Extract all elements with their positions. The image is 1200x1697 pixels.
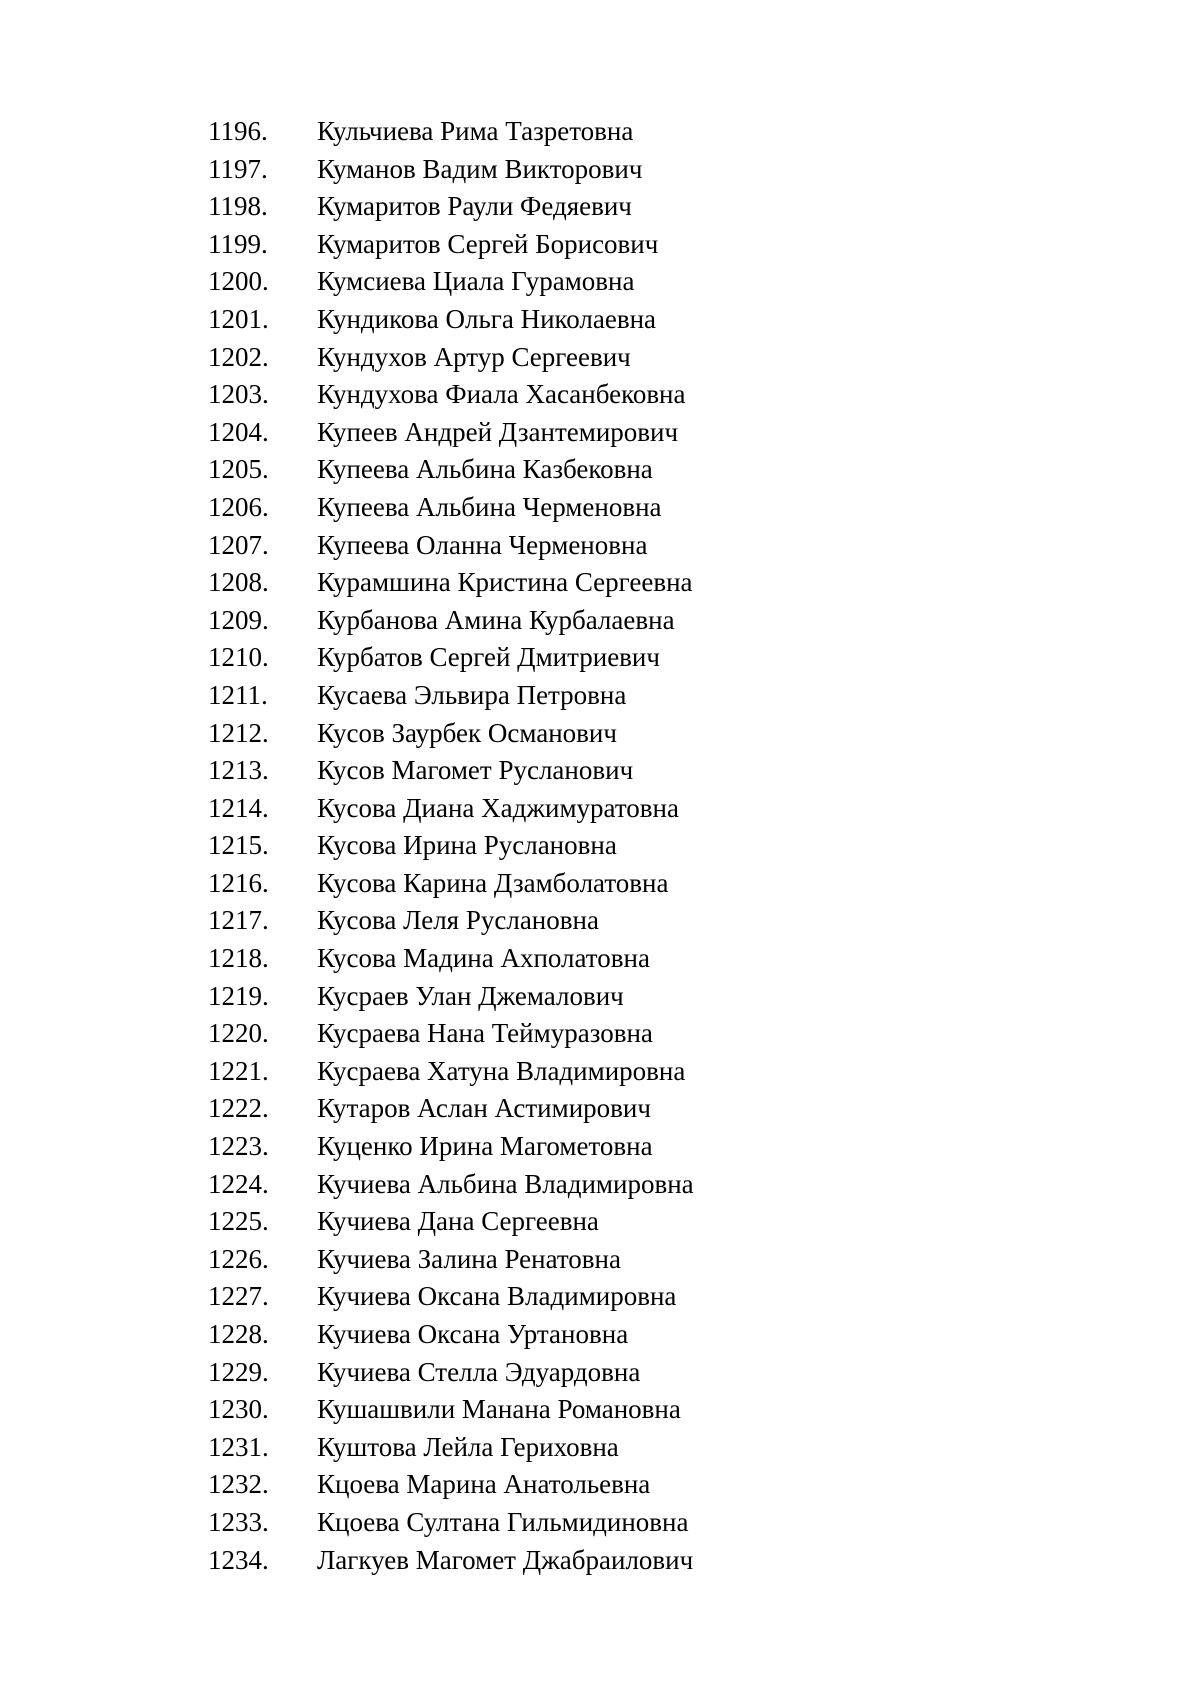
list-item xyxy=(208,113,694,151)
entry-name: Курбатов Сергей Дмитриевич xyxy=(317,642,660,673)
entry-name: Кцоева Султана Гильмидиновна xyxy=(317,1506,689,1537)
list-item xyxy=(208,790,694,828)
list-item xyxy=(208,1015,694,1053)
entry-name: Лагкуев Магомет Джабраилович xyxy=(317,1544,694,1575)
entry-name: Кусраева Хатуна Владимировна xyxy=(317,1055,686,1086)
entry-number: 1197. xyxy=(208,153,268,184)
entry-name: Кусраева Нана Теймуразовна xyxy=(317,1018,653,1049)
entry-number: 1210. xyxy=(208,642,269,673)
list-item xyxy=(208,1128,694,1166)
entry-number: 1199. xyxy=(208,228,268,259)
list-item xyxy=(208,1466,694,1504)
entry-name: Кумаритов Раули Федяевич xyxy=(317,191,632,222)
entry-number: 1204. xyxy=(208,416,269,447)
entry-number: 1203. xyxy=(208,379,269,410)
entry-number: 1202. xyxy=(208,341,269,372)
entry-number: 1222. xyxy=(208,1093,269,1124)
entry-number: 1233. xyxy=(208,1506,269,1537)
list-item xyxy=(208,677,694,715)
entry-number: 1215. xyxy=(208,830,269,861)
list-item xyxy=(208,1203,694,1241)
entry-number: 1211. xyxy=(208,679,268,710)
list-item xyxy=(208,414,694,452)
entry-name: Кучиева Стелла Эдуардовна xyxy=(317,1356,641,1387)
list-item xyxy=(208,902,694,940)
entry-number: 1213. xyxy=(208,755,269,786)
list-item xyxy=(208,151,694,189)
list-item xyxy=(208,1354,694,1392)
entry-name: Кундухова Фиала Хасанбековна xyxy=(317,379,686,410)
entry-number: 1221. xyxy=(208,1055,269,1086)
entry-name: Куштова Лейла Гериховна xyxy=(317,1431,619,1462)
list-item xyxy=(208,715,694,753)
entry-number: 1228. xyxy=(208,1319,269,1349)
entry-name: Кучиева Залина Ренатовна xyxy=(317,1243,621,1274)
entry-number: 1219. xyxy=(208,980,269,1011)
entry-name: Кумаритов Сергей Борисович xyxy=(317,228,659,259)
entry-name: Кусова Диана Хаджимуратовна xyxy=(317,792,679,823)
entry-name: Кцоева Марина Анатольевна xyxy=(317,1469,651,1500)
entry-name: Кульчиева Рима Тазретовна xyxy=(317,116,634,146)
entry-number: 1212. xyxy=(208,717,269,748)
entry-number: 1229. xyxy=(208,1356,269,1387)
entry-number: 1208. xyxy=(208,567,269,598)
entry-number: 1225. xyxy=(208,1206,269,1237)
list-item xyxy=(208,639,694,677)
list-item xyxy=(208,489,694,527)
entry-name: Кучиева Оксана Уртановна xyxy=(317,1319,629,1349)
entry-name: Купеева Оланна Черменовна xyxy=(317,529,648,560)
entry-number: 1217. xyxy=(208,905,269,936)
list-item xyxy=(208,263,694,301)
entry-number: 1227. xyxy=(208,1281,269,1312)
entry-number: 1234. xyxy=(208,1544,269,1575)
entry-number: 1231. xyxy=(208,1431,269,1462)
entry-number: 1230. xyxy=(208,1394,269,1425)
list-item xyxy=(208,865,694,903)
list-item xyxy=(208,1504,694,1542)
list-item xyxy=(208,339,694,377)
entry-name: Курбанова Амина Курбалаевна xyxy=(317,604,675,635)
list-item xyxy=(208,451,694,489)
list-item xyxy=(208,1278,694,1316)
list-item xyxy=(208,1316,694,1354)
list-item xyxy=(208,1391,694,1429)
entry-name: Кусов Заурбек Османович xyxy=(317,717,617,748)
entry-number: 1201. xyxy=(208,303,269,334)
entry-number: 1218. xyxy=(208,943,269,974)
entry-name: Кусов Магомет Русланович xyxy=(317,755,634,786)
entry-name: Курамшина Кристина Сергеевна xyxy=(317,567,693,598)
list-item xyxy=(208,940,694,978)
list-item xyxy=(208,1053,694,1091)
entry-name: Кутаров Аслан Астимирович xyxy=(317,1093,651,1124)
entry-number: 1224. xyxy=(208,1168,269,1199)
list-item xyxy=(208,1542,694,1580)
list-item xyxy=(208,1166,694,1204)
entry-number: 1216. xyxy=(208,867,269,898)
entry-name: Кусова Мадина Ахполатовна xyxy=(317,943,650,974)
entry-name: Кусова Карина Дзамболатовна xyxy=(317,867,669,898)
list-item xyxy=(208,1090,694,1128)
entry-number: 1200. xyxy=(208,266,269,297)
entry-number: 1198. xyxy=(208,191,268,222)
entry-number: 1196. xyxy=(208,116,268,146)
list-item xyxy=(208,188,694,226)
entry-number: 1206. xyxy=(208,491,269,522)
entry-name: Купеева Альбина Казбековна xyxy=(317,454,653,485)
entry-name: Купеева Альбина Черменовна xyxy=(317,491,662,522)
entry-name: Кушашвили Манана Романовна xyxy=(317,1394,681,1425)
entry-name: Кучиева Альбина Владимировна xyxy=(317,1168,694,1199)
entry-number: 1207. xyxy=(208,529,269,560)
entry-name: Кучиева Оксана Владимировна xyxy=(317,1281,677,1312)
entry-name: Кусраев Улан Джемалович xyxy=(317,980,624,1011)
list-item xyxy=(208,1429,694,1467)
name-list xyxy=(208,113,694,1579)
list-item xyxy=(208,564,694,602)
entry-number: 1223. xyxy=(208,1131,269,1162)
entry-name: Кундикова Ольга Николаевна xyxy=(317,303,657,334)
list-item xyxy=(208,301,694,339)
entry-name: Купеев Андрей Дзантемирович xyxy=(317,416,679,447)
entry-name: Куценко Ирина Магометовна xyxy=(317,1131,653,1162)
entry-name: Кусаева Эльвира Петровна xyxy=(317,679,627,710)
list-item xyxy=(208,827,694,865)
list-item xyxy=(208,602,694,640)
list-item xyxy=(208,226,694,264)
list-item xyxy=(208,978,694,1016)
entry-name: Кусова Леля Руслановна xyxy=(317,905,599,936)
entry-number: 1226. xyxy=(208,1243,269,1274)
entry-number: 1220. xyxy=(208,1018,269,1049)
list-item xyxy=(208,1241,694,1279)
list-item xyxy=(208,376,694,414)
entry-name: Кундухов Артур Сергеевич xyxy=(317,341,631,372)
entry-name: Кусова Ирина Руслановна xyxy=(317,830,617,861)
entry-number: 1205. xyxy=(208,454,269,485)
list-item xyxy=(208,752,694,790)
entry-number: 1232. xyxy=(208,1469,269,1500)
entry-number: 1209. xyxy=(208,604,269,635)
entry-name: Куманов Вадим Викторович xyxy=(317,153,643,184)
entry-number: 1214. xyxy=(208,792,269,823)
entry-name: Кучиева Дана Сергеевна xyxy=(317,1206,599,1237)
list-item xyxy=(208,527,694,565)
entry-name: Кумсиева Циала Гурамовна xyxy=(317,266,635,297)
